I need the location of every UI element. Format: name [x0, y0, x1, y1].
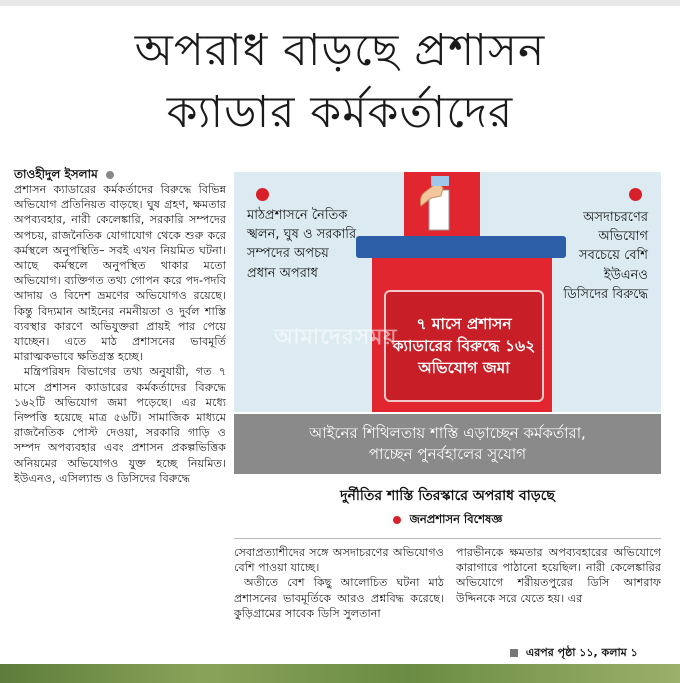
left-caption: মাঠপ্রশাসনে নৈতিক স্খলন, ঘুষ ও সরকারি সম্পদের অপচয় প্রধান অপরাধ	[247, 208, 357, 281]
headline-line-2: ক্যাডার কর্মকর্তাদের	[166, 87, 514, 138]
bottom-photo-strip	[0, 664, 680, 683]
square-bullet-icon	[510, 649, 518, 657]
continuation-text: এরপর পৃষ্ঠা ১১, কলাম ১	[525, 646, 638, 659]
ballot-box-lid	[356, 236, 566, 258]
grey-highlight-bar	[234, 414, 661, 474]
source-text: জনপ্রশাসন বিশেষজ্ঞ	[409, 512, 503, 526]
article-paragraph: অতীতে বেশ কিছু আলোচিত ঘটনা মাঠ প্রশাসনের ভাবমূর্তিকে আরও প্রশ্নবিদ্ধ করেছে। কুড়িগ্রামের সাবেক ডিসি সুলতানা	[234, 576, 444, 620]
red-bullet-icon	[629, 188, 642, 201]
article-paragraph: পারভীনকে ক্ষমতার অপব্যবহারের অভিযোগে কারাগারে পাঠানো হয়েছিল। নারী কেলেঙ্কারির অভিযোগে শরীয়তপুরের ডিসি আশরাফ উদ্দিনকে সরে যেতে হয়। এর	[456, 546, 661, 605]
byline-author: তাওহীদুল ইসলাম	[14, 167, 98, 181]
ballot-hand-icon	[417, 176, 453, 234]
red-bullet-icon	[256, 188, 269, 201]
sub-headline: দুর্নীতির শাস্তি তিরস্কারে অপরাধ বাড়ছে	[340, 488, 555, 504]
infographic	[234, 172, 661, 412]
grey-bar-line-2: পাচ্ছেন পুনর্বহালের সুযোগ	[368, 445, 527, 463]
byline-bullet-icon	[106, 171, 114, 179]
grey-bar-line-1: আইনের শিথিলতায় শাস্তি এড়াচ্ছেন কর্মকর্তারা,	[309, 424, 586, 442]
continuation-note	[510, 644, 638, 663]
article-column-1	[14, 182, 226, 486]
headline-line-1: অপরাধ বাড়ছে প্রশাসন	[134, 25, 546, 76]
page-top-border	[0, 0, 680, 6]
article-column-3	[456, 545, 661, 606]
headline	[0, 20, 680, 144]
article-paragraph: মন্ত্রিপরিষদ বিভাগের তথ্য অনুযায়ী, গত ৭ মাসে প্রশাসন ক্যাডারের কর্মকর্তাদের বিরুদ্ধে ১৬২টি অভিযোগ জমা পড়েছে। এর মধ্যে নিষ্পত্তি হয়েছে মাত্র ৫৬টি। সামাজিক মাধ্যমে রাজনৈতিক পোস্ট দেওয়া, সরকারি গাড়ি ও সম্পদ অপব্যবহার এবং প্রশাসন প্রকল্পভিত্তিক অনিয়মের অভিযোগও যুক্ত হচ্ছে নিয়মিত। ইউএনও, এসিল্যান্ড ও ডিসিদের বিরুদ্ধে	[14, 365, 226, 485]
right-caption: অসদাচরণের অভিযোগ সবচেয়ে বেশি ইউএনও ডিসিদের বিরুদ্ধে	[563, 210, 648, 302]
watermark-logo: আমাদেরসময়	[274, 325, 398, 350]
article-column-2	[234, 545, 444, 621]
source-bullet-icon	[393, 516, 401, 524]
ballot-box-text: ৭ মাসে প্রশাসন ক্যাডারের বিরুদ্ধে ১৬২ অভিযোগ জমা	[392, 315, 536, 377]
article-paragraph: প্রশাসন ক্যাডারের কর্মকর্তাদের বিরুদ্ধে বিভিন্ন অভিযোগ প্রতিনিয়ত বাড়ছে। ঘুষ গ্রহণ, ক্ষমতার অপব্যবহার, নারী কেলেঙ্কারি, সরকারি সম্পদের অপচয়, রাজনৈতিক যোগাযোগ থেকে শুরু করে কর্মস্থলে অনুপস্থিতি– সবই এখন নিয়মিত ঘটনা। আছে কর্মস্থলে অনুপস্থিত থাকার মতো অভিযোগ। ব্যক্তিগত তথ্য গোপন করে পদ-পদবি আদায় ও বিদেশ ভ্রমণের অভিযোগও রয়েছে। কিন্তু বিদ্যমান আইনের নমনীয়তা ও দুর্বল শাস্তি ব্যবস্থার কারণে অভিযুক্তরা প্রায়ই পার পেয়ে যাচ্ছেন। এতে মাঠ প্রশাসনের ভাবমূর্তি মারাত্মকভাবে ক্ষতিগ্রস্ত হচ্ছে।	[14, 183, 226, 364]
source-credit	[234, 511, 661, 530]
article-paragraph: সেবাপ্রত্যাশীদের সঙ্গে অসদাচরণের অভিযোগও বেশি পাওয়া যাচ্ছে।	[234, 546, 444, 575]
divider	[234, 538, 661, 539]
ballot-box-label	[384, 290, 544, 402]
